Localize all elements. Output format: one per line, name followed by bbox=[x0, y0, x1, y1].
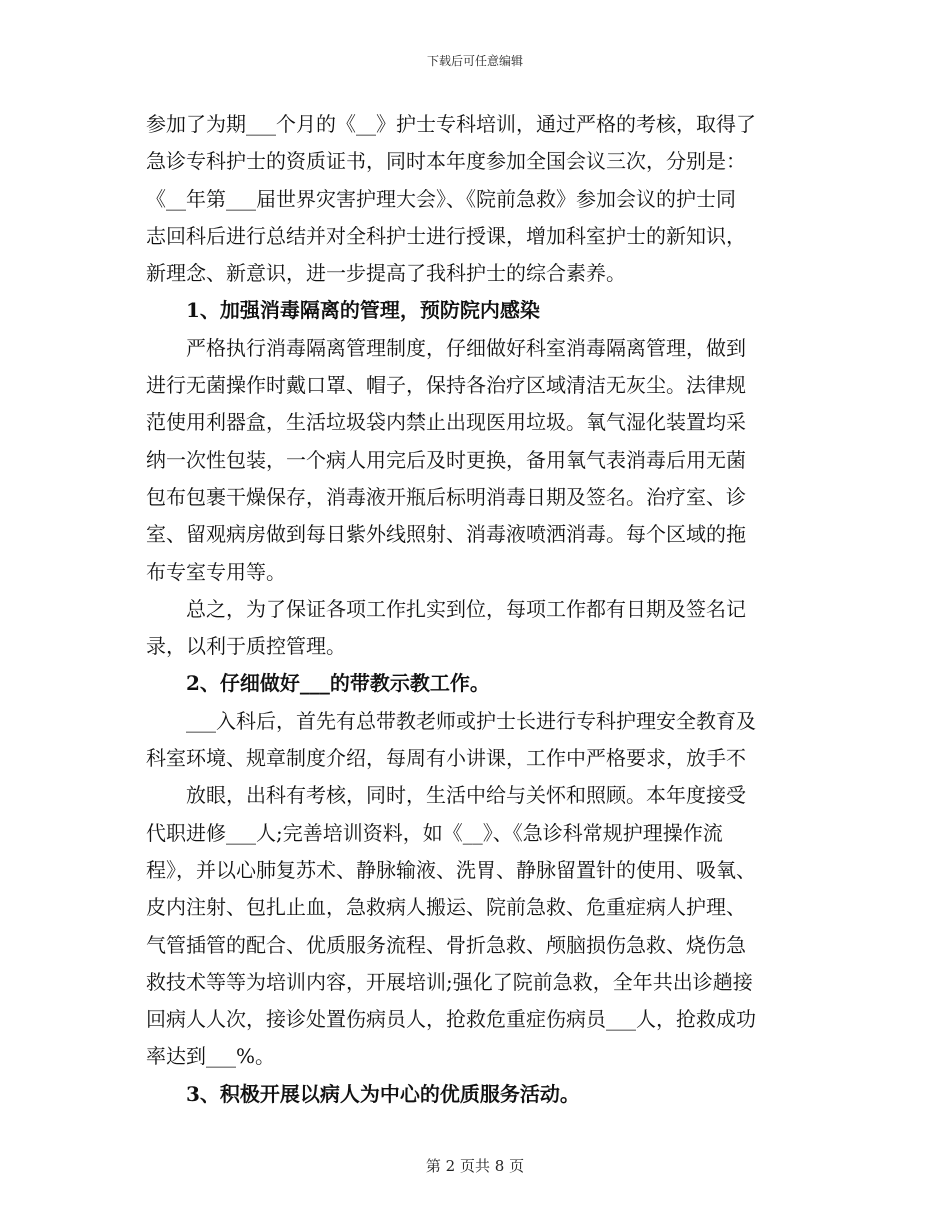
section-heading: 2、仔细做好___的带教示教工作。 bbox=[186, 671, 490, 696]
body-text-line: 回病人人次，接诊处置伤病员人，抢救危重症伤病员___人，抢救成功 bbox=[146, 1007, 756, 1032]
body-text-line: 程》，并以心肺复苏术、静脉输液、洗胃、静脉留置针的使用、吸氧、 bbox=[146, 857, 756, 882]
body-text-line: 纳一次性包装，一个病人用完后及时更换，备用氧气表消毒后用无菌 bbox=[146, 447, 746, 472]
body-text-line: 救技术等等为培训内容，开展培训;强化了院前急救，全年共出诊趟接 bbox=[146, 969, 753, 994]
body-text-line: 录，以利于质控管理。 bbox=[146, 634, 346, 659]
body-text-line: 皮内注射、包扎止血，急救病人搬运、院前急救、危重症病人护理、 bbox=[146, 895, 746, 920]
body-text-line: 参加了为期___个月的《__》护士专科培训，通过严格的考核，取得了 bbox=[146, 112, 756, 136]
body-text-line: 代职进修___人;完善培训资料，如《__》、《急诊科常规护理操作流 bbox=[146, 820, 723, 845]
body-text-line: 急诊专科护士的资质证书，同时本年度参加全国会议三次，分别是： bbox=[146, 149, 746, 174]
section-heading: 3、积极开展以病人为中心的优质服务活动。 bbox=[186, 1081, 580, 1106]
body-text-line: 率达到___%。 bbox=[146, 1044, 276, 1069]
body-text-line: 布专室专用等。 bbox=[146, 559, 286, 584]
page-footer: 第 2 页共 8 页 bbox=[425, 1157, 525, 1175]
body-text-line: 新理念、新意识，进一步提高了我科护士的综合素养。 bbox=[146, 261, 626, 286]
section-heading: 1、加强消毒隔离的管理，预防院内感染 bbox=[186, 298, 540, 323]
body-text-line: 包布包裹干燥保存，消毒液开瓶后标明消毒日期及签名。治疗室、诊 bbox=[146, 484, 746, 509]
body-text-line: 科室环境、规章制度介绍，每周有小讲课，工作中严格要求，放手不 bbox=[146, 746, 746, 771]
page-header: 下载后可任意编辑 bbox=[426, 54, 523, 68]
document-body bbox=[146, 106, 811, 1113]
body-text-line: 进行无菌操作时戴口罩、帽子，保持各治疗区域清洁无灰尘。法律规 bbox=[146, 373, 746, 398]
body-text-line: 总之，为了保证各项工作扎实到位，每项工作都有日期及签名记 bbox=[186, 596, 746, 621]
body-text-line: 《__年第___届世界灾害护理大会》、《院前急救》参加会议的护士同 bbox=[146, 186, 736, 211]
body-text-line: 气管插管的配合、优质服务流程、骨折急救、颅脑损伤急救、烧伤急 bbox=[146, 932, 746, 957]
body-text-line: 室、留观病房做到每日紫外线照射、消毒液喷洒消毒。每个区域的拖 bbox=[146, 522, 746, 547]
body-text-line: 范使用利器盒，生活垃圾袋内禁止出现医用垃圾。氧气湿化装置均采 bbox=[146, 410, 746, 435]
body-text-line: 放眼，出科有考核，同时，生活中给与关怀和照顾。本年度接受 bbox=[186, 783, 746, 808]
body-text-line: 志回科后进行总结并对全科护士进行授课，增加科室护士的新知识， bbox=[146, 223, 746, 248]
body-text-line: ___入科后，首先有总带教老师或护士长进行专科护理安全教育及 bbox=[186, 708, 756, 733]
body-text-line: 严格执行消毒隔离管理制度，仔细做好科室消毒隔离管理，做到 bbox=[186, 335, 746, 360]
